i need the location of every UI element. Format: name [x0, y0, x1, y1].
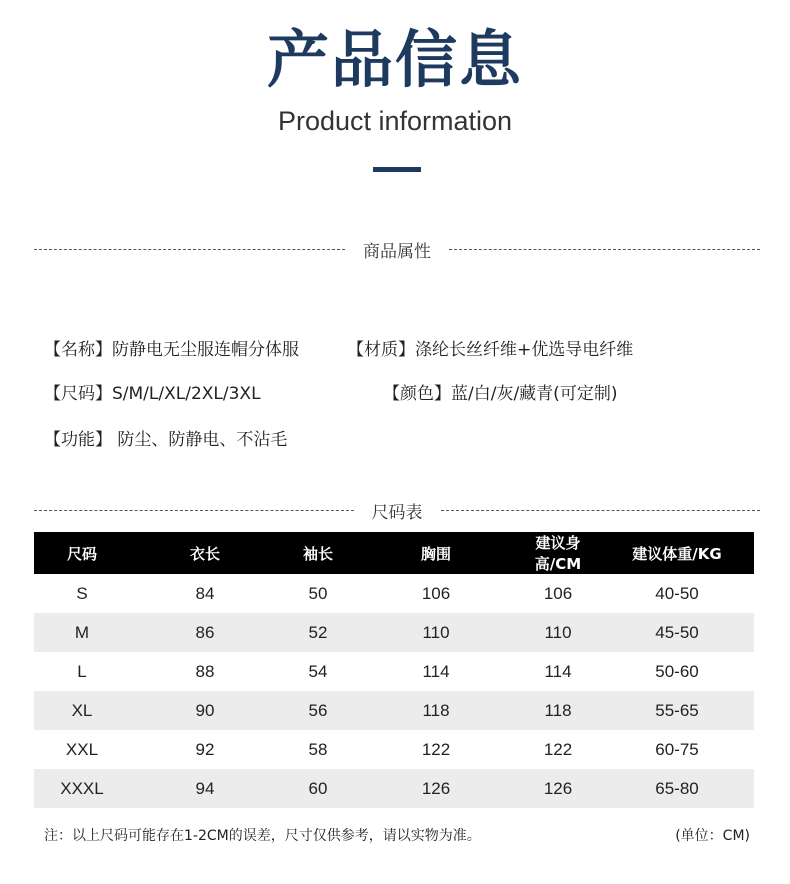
table-cell: 90	[130, 691, 280, 730]
table-cell: 84	[195, 583, 215, 603]
table-row	[34, 769, 754, 808]
table-cell: 86	[130, 613, 280, 652]
table-row	[34, 652, 754, 691]
unit-note: (单位：CM)	[675, 828, 750, 844]
section-divider-size-chart	[34, 498, 760, 522]
table-row	[34, 574, 754, 613]
table-cell: 110	[356, 613, 516, 652]
table-row	[34, 691, 754, 730]
table-cell: 50-60	[655, 661, 699, 681]
table-cell: 126	[516, 769, 600, 808]
attribute-key: 【尺码】	[44, 384, 112, 404]
table-row	[34, 613, 754, 652]
section-label-attributes: 商品属性	[363, 241, 431, 262]
column-header: 尺码	[34, 532, 130, 574]
table-cell: 58	[308, 739, 328, 759]
attribute-key: 【功能】	[44, 430, 112, 450]
column-header: 建议体重/KG	[600, 532, 754, 574]
table-cell: L	[77, 661, 87, 681]
table-cell: 126	[356, 769, 516, 808]
table-cell: M	[34, 613, 130, 652]
table-cell: 65-80	[600, 769, 754, 808]
table-cell: 94	[130, 769, 280, 808]
dashed-line	[441, 510, 761, 511]
table-cell: 114	[544, 661, 572, 681]
attribute-key: 【颜色】	[383, 384, 451, 404]
table-cell: 52	[280, 613, 356, 652]
table-cell: 118	[516, 691, 600, 730]
dashed-line	[34, 510, 354, 511]
table-cell: 110	[516, 613, 600, 652]
table-cell: 55-65	[600, 691, 754, 730]
page-title: 产品信息	[266, 23, 523, 96]
table-cell: 60-75	[655, 739, 699, 759]
table-cell: S	[76, 583, 88, 603]
section-label-size-chart: 尺码表	[371, 502, 423, 523]
table-cell: XL	[34, 691, 130, 730]
page-subtitle: Product information	[277, 106, 513, 136]
table-cell: XXXL	[34, 769, 130, 808]
table-cell: 106	[543, 583, 573, 603]
table-cell: 45-50	[600, 613, 754, 652]
column-header: 建议身高/CM	[516, 532, 600, 574]
attribute-value: 防静电无尘服连帽分体服	[112, 340, 299, 360]
attribute-function	[44, 429, 287, 451]
column-header: 衣长	[130, 532, 280, 574]
attribute-value: 涤纶长丝纤维+优选导电纤维	[415, 340, 634, 360]
title-accent-bar	[373, 167, 421, 172]
attribute-color	[383, 383, 617, 405]
table-cell: XXL	[65, 739, 99, 759]
table-cell: 106	[421, 583, 451, 603]
table-cell: 40-50	[655, 583, 699, 603]
section-divider-attributes	[34, 237, 760, 261]
table-cell: 122	[543, 739, 573, 759]
attribute-value: 蓝/白/灰/藏青(可定制)	[451, 384, 618, 404]
table-cell: 118	[356, 691, 516, 730]
table-cell: 92	[195, 739, 215, 759]
table-cell: 60	[280, 769, 356, 808]
attribute-key: 【材质】	[347, 340, 415, 360]
table-row	[34, 730, 754, 769]
table-cell: 50	[308, 583, 328, 603]
attribute-key: 【名称】	[44, 340, 112, 360]
attribute-value: 防尘、防静电、不沾毛	[112, 430, 288, 450]
table-cell: 122	[421, 739, 451, 759]
table-cell: 88	[195, 661, 215, 681]
size-disclaimer-note: 注：以上尺码可能存在1-2CM的误差，尺寸仅供参考，请以实物为准。	[44, 828, 481, 844]
table-header-row	[34, 532, 754, 574]
attribute-value: S/M/L/XL/2XL/3XL	[112, 384, 261, 404]
table-cell: 54	[308, 661, 328, 681]
attribute-material	[347, 339, 633, 361]
table-cell: 114	[422, 661, 450, 681]
dashed-line	[34, 249, 345, 250]
dashed-line	[449, 249, 760, 250]
attribute-size	[44, 383, 261, 405]
column-header: 胸围	[356, 532, 516, 574]
table-cell: 56	[280, 691, 356, 730]
attribute-name	[44, 339, 299, 361]
size-table	[34, 532, 754, 808]
column-header: 袖长	[280, 532, 356, 574]
